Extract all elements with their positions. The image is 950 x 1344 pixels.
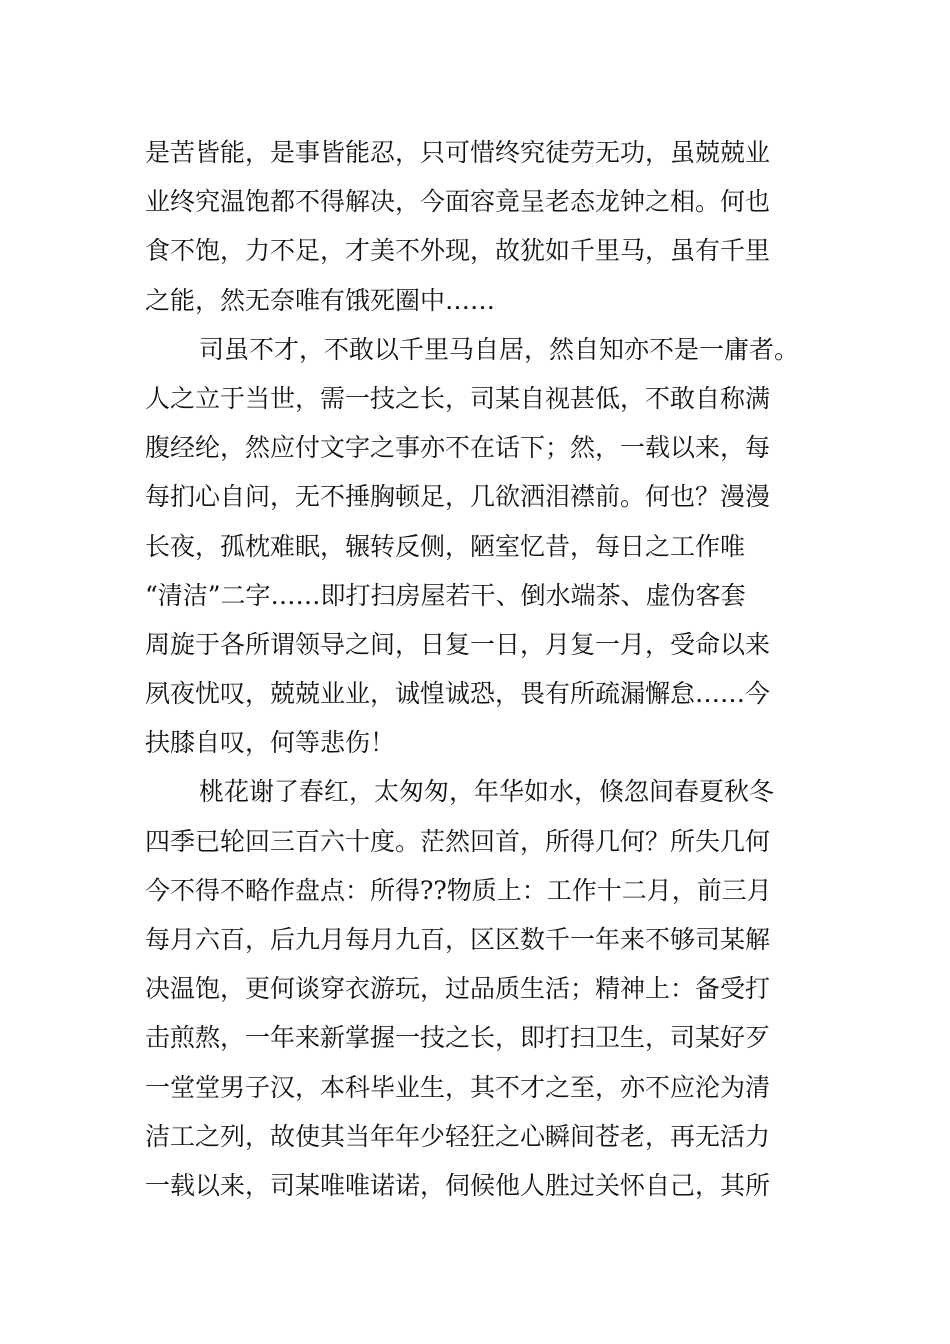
text-line: 每扪心自问，无不捶胸顿足，几欲洒泪襟前。何也？漫漫 xyxy=(145,482,771,512)
text-line: 之能，然无奈唯有饿死圈中…… xyxy=(145,285,496,315)
text-line: 决温饱，更何谈穿衣游玩，过品质生活；精神上：备受打 xyxy=(145,974,771,1004)
body-text xyxy=(145,128,825,1210)
text-line: 洁工之列，故使其当年年少轻狂之心瞬间苍老，再无活力 xyxy=(145,1121,771,1151)
text-line: “清洁”二字……即打扫房屋若干、倒水端茶、虚伪客套 xyxy=(145,580,746,610)
text-line: 长夜，孤枕难眠，辗转反侧，陋室忆昔，每日之工作唯 xyxy=(145,531,746,561)
text-line: 夙夜忧叹，兢兢业业，诚惶诚恐，畏有所疏漏懈怠……今 xyxy=(145,679,771,709)
text-line: 业终究温饱都不得解决，今面容竟呈老态龙钟之相。何也 xyxy=(145,187,771,217)
text-line: 一堂堂男子汉，本科毕业生，其不才之至，亦不应沦为清 xyxy=(145,1072,771,1102)
text-line: 周旋于各所谓领导之间，日复一日，月复一月，受命以来 xyxy=(145,629,771,659)
text-line: 扶膝自叹，何等悲伤！ xyxy=(145,728,396,758)
paragraph-start-line: 司虽不才，不敢以千里马自居，然自知亦不是一庸者。 xyxy=(199,334,800,364)
text-line: 一载以来，司某唯唯诺诺，伺候他人胜过关怀自己，其所 xyxy=(145,1170,771,1200)
text-line: 是苦皆能，是事皆能忍，只可惜终究徒劳无功，虽兢兢业 xyxy=(145,138,771,167)
text-line: 四季已轮回三百六十度。茫然回首，所得几何？所失几何 xyxy=(145,826,771,856)
text-line: 击煎熬，一年来新掌握一技之长，即打扫卫生，司某好歹 xyxy=(145,1023,771,1053)
text-line: 每月六百，后九月每月九百，区区数千一年来不够司某解 xyxy=(145,925,771,954)
text-line: 腹经纶，然应付文字之事亦不在话下；然，一载以来，每 xyxy=(145,433,771,463)
text-line: 今不得不略作盘点：所得??物质上：工作十二月，前三月 xyxy=(145,875,772,905)
paragraph-start-line: 桃花谢了春红，太匆匆，年华如水，倏忽间春夏秋冬 xyxy=(199,777,775,807)
text-line: 食不饱，力不足，才美不外现，故犹如千里马，虽有千里 xyxy=(145,236,771,266)
text-line: 人之立于当世，需一技之长，司某自视甚低，不敢自称满 xyxy=(145,383,771,413)
